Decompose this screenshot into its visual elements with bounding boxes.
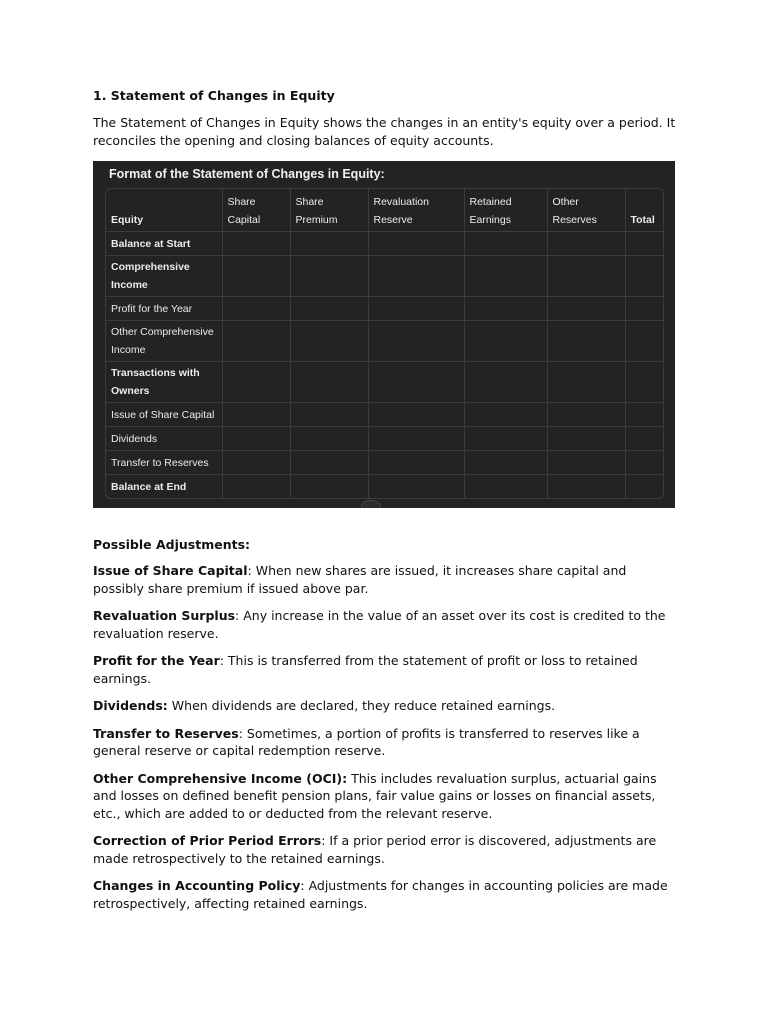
adjustment-item bbox=[93, 877, 678, 912]
section-heading: 1. Statement of Changes in Equity bbox=[93, 88, 335, 103]
adjustments-title: Possible Adjustments: bbox=[93, 537, 251, 552]
column-header: Revaluation Reserve bbox=[368, 189, 464, 232]
table-cell bbox=[625, 403, 663, 427]
table-cell bbox=[625, 256, 663, 297]
table-cell bbox=[547, 475, 625, 499]
table-cell bbox=[368, 403, 464, 427]
table-cell bbox=[222, 321, 290, 362]
adjustment-item bbox=[93, 697, 678, 715]
adjustment-text: When dividends are declared, they reduce retained earnings. bbox=[167, 698, 556, 713]
table-cell bbox=[625, 362, 663, 403]
adjustment-separator: : bbox=[321, 833, 326, 848]
table-cell bbox=[368, 232, 464, 256]
adjustment-text: This includes revaluation surplus, actuarial gains and losses on defined benefit pension plans, fair value gains or losses on financial assets, etc., which are added to or deducted from the relevant reserve. bbox=[93, 770, 657, 821]
adjustment-term: Transfer to Reserves bbox=[93, 725, 239, 741]
table-row bbox=[106, 256, 663, 297]
table-cell bbox=[222, 362, 290, 403]
row-label: Dividends bbox=[106, 427, 222, 451]
table-cell bbox=[368, 256, 464, 297]
adjustment-separator: : bbox=[247, 563, 252, 578]
table-cell bbox=[547, 297, 625, 321]
table-cell bbox=[290, 427, 368, 451]
adjustment-item bbox=[93, 770, 678, 823]
table-cell bbox=[222, 475, 290, 499]
adjustment-text: Adjustments for changes in accounting policies are made retrospectively, affecting retained earnings. bbox=[93, 878, 668, 911]
row-label: Balance at End bbox=[106, 475, 222, 499]
table-cell bbox=[625, 232, 663, 256]
table-cell bbox=[368, 451, 464, 475]
table-cell bbox=[464, 256, 547, 297]
table-cell bbox=[368, 321, 464, 362]
adjustments-list bbox=[93, 562, 678, 912]
adjustment-term: Correction of Prior Period Errors bbox=[93, 833, 322, 848]
figure-title: Format of the Statement of Changes in Equity: bbox=[109, 167, 385, 181]
table-cell bbox=[464, 475, 547, 499]
table-row bbox=[106, 232, 663, 256]
table-cell bbox=[547, 362, 625, 403]
table-cell bbox=[290, 321, 368, 362]
table-cell bbox=[290, 451, 368, 475]
table-cell bbox=[464, 321, 547, 362]
table-cell bbox=[625, 475, 663, 499]
table-row bbox=[106, 297, 663, 321]
table-cell bbox=[368, 427, 464, 451]
table-cell bbox=[547, 232, 625, 256]
table-cell bbox=[464, 232, 547, 256]
adjustment-text: Sometimes, a portion of profits is transferred to reserves like a general reserve or capital redemption reserve. bbox=[93, 725, 640, 758]
table-cell bbox=[625, 297, 663, 321]
row-label: Issue of Share Capital bbox=[106, 403, 222, 427]
table-cell bbox=[290, 256, 368, 297]
table-cell bbox=[290, 475, 368, 499]
adjustment-separator: : bbox=[235, 608, 240, 623]
table-cell bbox=[547, 427, 625, 451]
table-cell bbox=[464, 362, 547, 403]
row-label: Profit for the Year bbox=[106, 297, 222, 321]
adjustment-term: Dividends: bbox=[93, 698, 168, 713]
adjustment-term: Issue of Share Capital bbox=[93, 563, 248, 578]
table-row bbox=[106, 475, 663, 499]
adjustment-item bbox=[93, 652, 678, 687]
table-row bbox=[106, 427, 663, 451]
equity-table-figure bbox=[93, 161, 675, 508]
adjustment-text: When new shares are issued, it increases share capital and possibly share premium if issued above par. bbox=[93, 563, 627, 596]
table-cell bbox=[222, 256, 290, 297]
document-page bbox=[93, 87, 678, 922]
table-row bbox=[106, 451, 663, 475]
row-label: Transfer to Reserves bbox=[106, 451, 222, 475]
table-cell bbox=[547, 321, 625, 362]
table-cell bbox=[222, 451, 290, 475]
adjustment-text: This is transferred from the statement of profit or loss to retained earnings. bbox=[93, 653, 638, 686]
table-row bbox=[106, 362, 663, 403]
equity-table-body bbox=[106, 232, 663, 499]
table-cell bbox=[222, 297, 290, 321]
table-cell bbox=[547, 256, 625, 297]
adjustment-text: If a prior period error is discovered, adjustments are made retrospectively to the retained earnings. bbox=[93, 833, 657, 866]
table-cell bbox=[625, 321, 663, 362]
adjustment-term: Revaluation Surplus bbox=[93, 608, 236, 623]
adjustment-term: Changes in Accounting Policy bbox=[93, 878, 301, 893]
adjustment-term: Other Comprehensive Income (OCI): bbox=[93, 770, 348, 786]
table-header-row bbox=[106, 189, 663, 232]
table-cell bbox=[290, 297, 368, 321]
row-label: Balance at Start bbox=[106, 232, 222, 256]
table-cell bbox=[625, 427, 663, 451]
table-cell bbox=[222, 427, 290, 451]
table-cell bbox=[464, 403, 547, 427]
table-cell bbox=[547, 451, 625, 475]
adjustment-item bbox=[93, 607, 678, 642]
table-cell bbox=[547, 403, 625, 427]
table-cell bbox=[222, 403, 290, 427]
column-header: Share Capital bbox=[222, 189, 290, 232]
column-header: Total bbox=[625, 189, 663, 232]
row-label: Other Comprehensive Income bbox=[106, 321, 222, 362]
adjustment-item bbox=[93, 725, 678, 760]
table-cell bbox=[464, 297, 547, 321]
table-cell bbox=[464, 451, 547, 475]
table-cell bbox=[290, 403, 368, 427]
table-cell bbox=[464, 427, 547, 451]
adjustment-item bbox=[93, 832, 678, 867]
adjustment-separator: : bbox=[238, 725, 243, 741]
adjustment-separator: : bbox=[219, 653, 224, 668]
column-header: Other Reserves bbox=[547, 189, 625, 232]
table-cell bbox=[290, 362, 368, 403]
column-header: Retained Earnings bbox=[464, 189, 547, 232]
adjustment-item bbox=[93, 562, 678, 597]
scroll-indicator[interactable] bbox=[361, 500, 381, 508]
equity-table bbox=[106, 189, 663, 498]
table-cell bbox=[368, 475, 464, 499]
row-label: Comprehensive Income bbox=[106, 256, 222, 297]
column-header: Equity bbox=[106, 189, 222, 232]
table-cell bbox=[290, 232, 368, 256]
table-cell bbox=[368, 297, 464, 321]
equity-table-container bbox=[105, 188, 664, 499]
column-header: Share Premium bbox=[290, 189, 368, 232]
table-cell bbox=[222, 232, 290, 256]
intro-paragraph: The Statement of Changes in Equity shows the changes in an entity's equity over a period. It reconciles the opening and closing balances of equity accounts. bbox=[93, 115, 676, 148]
adjustment-term: Profit for the Year bbox=[93, 653, 220, 668]
adjustment-text: Any increase in the value of an asset over its cost is credited to the revaluation reserve. bbox=[93, 608, 666, 641]
table-cell bbox=[625, 451, 663, 475]
table-cell bbox=[368, 362, 464, 403]
row-label: Transactions with Owners bbox=[106, 362, 222, 403]
adjustment-separator: : bbox=[300, 878, 305, 893]
table-row bbox=[106, 403, 663, 427]
table-row bbox=[106, 321, 663, 362]
